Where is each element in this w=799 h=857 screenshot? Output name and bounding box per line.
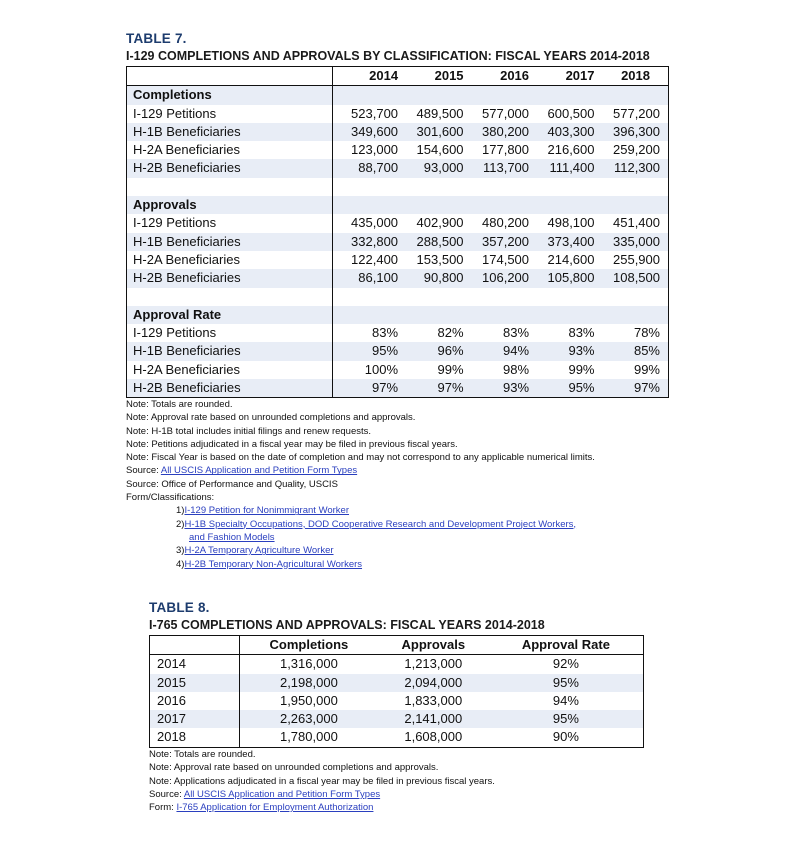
- cell-value: 93,000: [398, 159, 463, 177]
- table7-section-header: [127, 86, 669, 105]
- cell-value: 2,263,000: [240, 710, 378, 728]
- cell-value: 480,200: [482, 215, 530, 231]
- table7-header-blank: [127, 67, 333, 86]
- table-row: [127, 251, 669, 269]
- table7-section-title: Approval Rate: [127, 306, 333, 324]
- form-link-h1b[interactable]: H-1B Specialty Occupations, DOD Cooperative Research and Development Project Workers,: [184, 518, 577, 530]
- table-row: [127, 105, 669, 123]
- table8-notes: [149, 748, 495, 814]
- table7-form-item: 3)H-2A Temporary Agriculture Worker: [176, 545, 334, 557]
- cell-value: 402,900: [416, 215, 464, 231]
- cell-value: 2,094,000: [378, 674, 489, 692]
- table7-note: Note: Fiscal Year is based on the date of completion and may not correspond to any applicable numerical limits.: [126, 452, 595, 464]
- cell-value: 214,600: [547, 251, 595, 267]
- table8-tag: TABLE 8.: [149, 600, 210, 615]
- cell-value: 97%: [595, 379, 669, 398]
- cell-value: 523,700: [351, 105, 399, 121]
- table-row: [127, 214, 669, 232]
- table8-note: Note: Applications adjudicated in a fiscal year may be filed in previous fiscal years.: [149, 775, 495, 787]
- form-link-i129[interactable]: I-129 Petition for Nonimmigrant Worker: [184, 505, 350, 517]
- cell-value: 301,600: [398, 123, 463, 141]
- form-link-h2b[interactable]: H-2B Temporary Non-Agricultural Workers: [184, 558, 363, 570]
- table7-section-header: [127, 196, 669, 214]
- table7-note: Note: Totals are rounded.: [126, 399, 233, 410]
- form-link-h1b-cont[interactable]: and Fashion Models: [189, 531, 275, 543]
- table-row: [127, 123, 669, 141]
- table7-form-item: 1)I-129 Petition for Nonimmigrant Worker: [176, 505, 350, 517]
- row-label: H-2A Beneficiaries: [127, 141, 333, 159]
- cell-value: 1,780,000: [279, 729, 338, 745]
- table-row: [127, 342, 669, 360]
- row-label: H-2A Beneficiaries: [127, 361, 333, 379]
- cell-value: 90,800: [398, 269, 463, 287]
- cell-value: 335,000: [595, 233, 669, 251]
- table7-year-2018: 2018: [595, 67, 669, 86]
- cell-value: 435,000: [351, 215, 399, 231]
- cell-value: 96%: [398, 342, 463, 360]
- row-year: 2016: [150, 692, 240, 710]
- table8-header-blank: [150, 636, 240, 655]
- cell-value: 99%: [568, 361, 595, 377]
- row-label: I-129 Petitions: [127, 324, 333, 342]
- table7-source2: Source: Office of Performance and Quality, USCIS: [126, 478, 338, 490]
- row-year: 2015: [150, 674, 240, 692]
- cell-value: 577,200: [613, 105, 660, 121]
- table7-form-item-cont: [126, 531, 595, 544]
- table7-note: Note: H-1B total includes initial filings and renew requests.: [126, 425, 372, 437]
- row-label: H-1B Beneficiaries: [127, 123, 333, 141]
- row-label: H-1B Beneficiaries: [127, 233, 333, 251]
- table-row: [150, 710, 644, 728]
- cell-value: 255,900: [613, 251, 660, 267]
- cell-value: 78%: [633, 325, 660, 341]
- cell-value: 396,300: [595, 123, 669, 141]
- table-row: [150, 674, 644, 692]
- cell-value: 153,500: [416, 251, 464, 267]
- table7-year-2017: 2017: [529, 67, 594, 86]
- cell-value: 95%: [332, 342, 398, 360]
- cell-value: 451,400: [613, 215, 660, 231]
- table7-notes: [126, 398, 595, 571]
- table7-year-2016: 2016: [464, 67, 529, 86]
- cell-value: 288,500: [398, 233, 463, 251]
- cell-value: 373,400: [529, 233, 594, 251]
- table-row: [150, 728, 644, 747]
- cell-value: 123,000: [351, 142, 399, 158]
- cell-value: 2,198,000: [240, 674, 378, 692]
- cell-value: 99%: [437, 361, 464, 377]
- cell-value: 259,200: [613, 142, 660, 158]
- cell-value: 403,300: [529, 123, 594, 141]
- cell-value: 98%: [502, 361, 530, 377]
- cell-value: 113,700: [464, 159, 529, 177]
- row-year: 2017: [150, 710, 240, 728]
- cell-value: 106,200: [464, 269, 529, 287]
- cell-value: 100%: [364, 361, 399, 377]
- cell-value: 1,213,000: [404, 656, 463, 672]
- table7: [126, 66, 669, 398]
- table7-source: Source: All USCIS Application and Petition Form Types: [126, 465, 358, 477]
- table8-source: Source: All USCIS Application and Petition Form Types: [149, 788, 381, 800]
- cell-value: 108,500: [595, 269, 669, 287]
- cell-value: 177,800: [482, 142, 530, 158]
- table8-header-approvals: Approvals: [378, 636, 489, 655]
- cell-value: 83%: [372, 325, 399, 341]
- cell-value: 83%: [502, 325, 530, 341]
- table7-form-item: 2)H-1B Specialty Occupations, DOD Cooperative Research and Development Project Workers,: [176, 518, 577, 530]
- cell-value: 95%: [529, 379, 594, 398]
- table7-spacer-row: [127, 288, 669, 306]
- cell-value: 95%: [489, 674, 644, 692]
- table8-form-link[interactable]: I-765 Application for Employment Authorization: [176, 802, 374, 814]
- cell-value: 498,100: [547, 215, 595, 231]
- cell-value: 349,600: [332, 123, 398, 141]
- cell-value: 1,950,000: [279, 692, 338, 708]
- cell-value: 92%: [552, 656, 579, 672]
- row-label: I-129 Petitions: [127, 105, 333, 123]
- cell-value: 86,100: [332, 269, 398, 287]
- table8-form: Form: I-765 Application for Employment Authorization: [149, 802, 374, 814]
- row-label: H-2B Beneficiaries: [127, 379, 333, 398]
- table7-forms-label: Form/Classifications:: [126, 492, 215, 504]
- cell-value: 105,800: [529, 269, 594, 287]
- table7-title: I-129 COMPLETIONS AND APPROVALS BY CLASSIFICATION: FISCAL YEARS 2014-2018: [126, 49, 650, 63]
- table7-header-row: [127, 67, 669, 86]
- row-label: H-1B Beneficiaries: [127, 342, 333, 360]
- cell-value: 97%: [332, 379, 398, 398]
- table7-section-header: [127, 306, 669, 324]
- table-row: [127, 269, 669, 287]
- cell-value: 154,600: [416, 142, 464, 158]
- cell-value: 174,500: [482, 251, 530, 267]
- cell-value: 90%: [552, 729, 579, 745]
- cell-value: 111,400: [529, 159, 594, 177]
- cell-value: 93%: [529, 342, 594, 360]
- table-row: [150, 655, 644, 674]
- cell-value: 357,200: [464, 233, 529, 251]
- table7-form-item: 4)H-2B Temporary Non-Agricultural Workers: [176, 558, 363, 570]
- table8-header-completions: Completions: [240, 636, 378, 655]
- cell-value: 600,500: [547, 105, 595, 121]
- cell-value: 94%: [464, 342, 529, 360]
- table-row: [127, 141, 669, 159]
- cell-value: 1,833,000: [404, 692, 463, 708]
- table-row: [127, 361, 669, 379]
- cell-value: 112,300: [595, 159, 669, 177]
- cell-value: 216,600: [547, 142, 595, 158]
- table-row: [127, 233, 669, 251]
- cell-value: 85%: [595, 342, 669, 360]
- table7-spacer-row: [127, 178, 669, 196]
- cell-value: 2,141,000: [378, 710, 489, 728]
- cell-value: 99%: [633, 361, 660, 377]
- row-year: 2014: [150, 655, 240, 674]
- cell-value: 95%: [489, 710, 644, 728]
- table7-year-2015: 2015: [398, 67, 463, 86]
- cell-value: 94%: [552, 692, 579, 708]
- table-row: [127, 324, 669, 342]
- cell-value: 83%: [568, 325, 595, 341]
- table7-year-2014: 2014: [332, 67, 398, 86]
- cell-value: 93%: [464, 379, 529, 398]
- cell-value: 489,500: [416, 105, 464, 121]
- cell-value: 82%: [437, 325, 464, 341]
- row-label: H-2A Beneficiaries: [127, 251, 333, 269]
- table8-header-approval-rate: Approval Rate: [489, 636, 644, 655]
- cell-value: 577,000: [482, 105, 530, 121]
- cell-value: 97%: [398, 379, 463, 398]
- table8-source-link[interactable]: All USCIS Application and Petition Form Types: [183, 788, 381, 800]
- table7-section-title: Approvals: [127, 196, 333, 214]
- table8-note: Note: Approval rate based on unrounded completions and approvals.: [149, 762, 439, 774]
- form-link-h2a[interactable]: H-2A Temporary Agriculture Worker: [184, 545, 334, 557]
- table7-note: Note: Approval rate based on unrounded completions and approvals.: [126, 412, 416, 424]
- table-row: [127, 379, 669, 398]
- row-label: I-129 Petitions: [127, 214, 333, 232]
- table7-section-title: Completions: [127, 86, 333, 105]
- table8: [149, 635, 644, 748]
- table7-tag: TABLE 7.: [126, 31, 187, 46]
- cell-value: 332,800: [332, 233, 398, 251]
- row-label: H-2B Beneficiaries: [127, 269, 333, 287]
- table8-note: Note: Totals are rounded.: [149, 749, 256, 760]
- table8-title: I-765 COMPLETIONS AND APPROVALS: FISCAL YEARS 2014-2018: [149, 618, 545, 632]
- cell-value: 380,200: [464, 123, 529, 141]
- cell-value: 122,400: [351, 251, 399, 267]
- table8-header-row: [150, 636, 644, 655]
- table7-note: Note: Petitions adjudicated in a fiscal year may be filed in previous fiscal years.: [126, 438, 458, 450]
- table-row: [150, 692, 644, 710]
- cell-value: 88,700: [332, 159, 398, 177]
- row-year: 2018: [150, 728, 240, 747]
- row-label: H-2B Beneficiaries: [127, 159, 333, 177]
- cell-value: 1,608,000: [404, 729, 463, 745]
- cell-value: 1,316,000: [279, 656, 338, 672]
- table7-source-link[interactable]: All USCIS Application and Petition Form Types: [160, 465, 358, 477]
- table-row: [127, 159, 669, 177]
